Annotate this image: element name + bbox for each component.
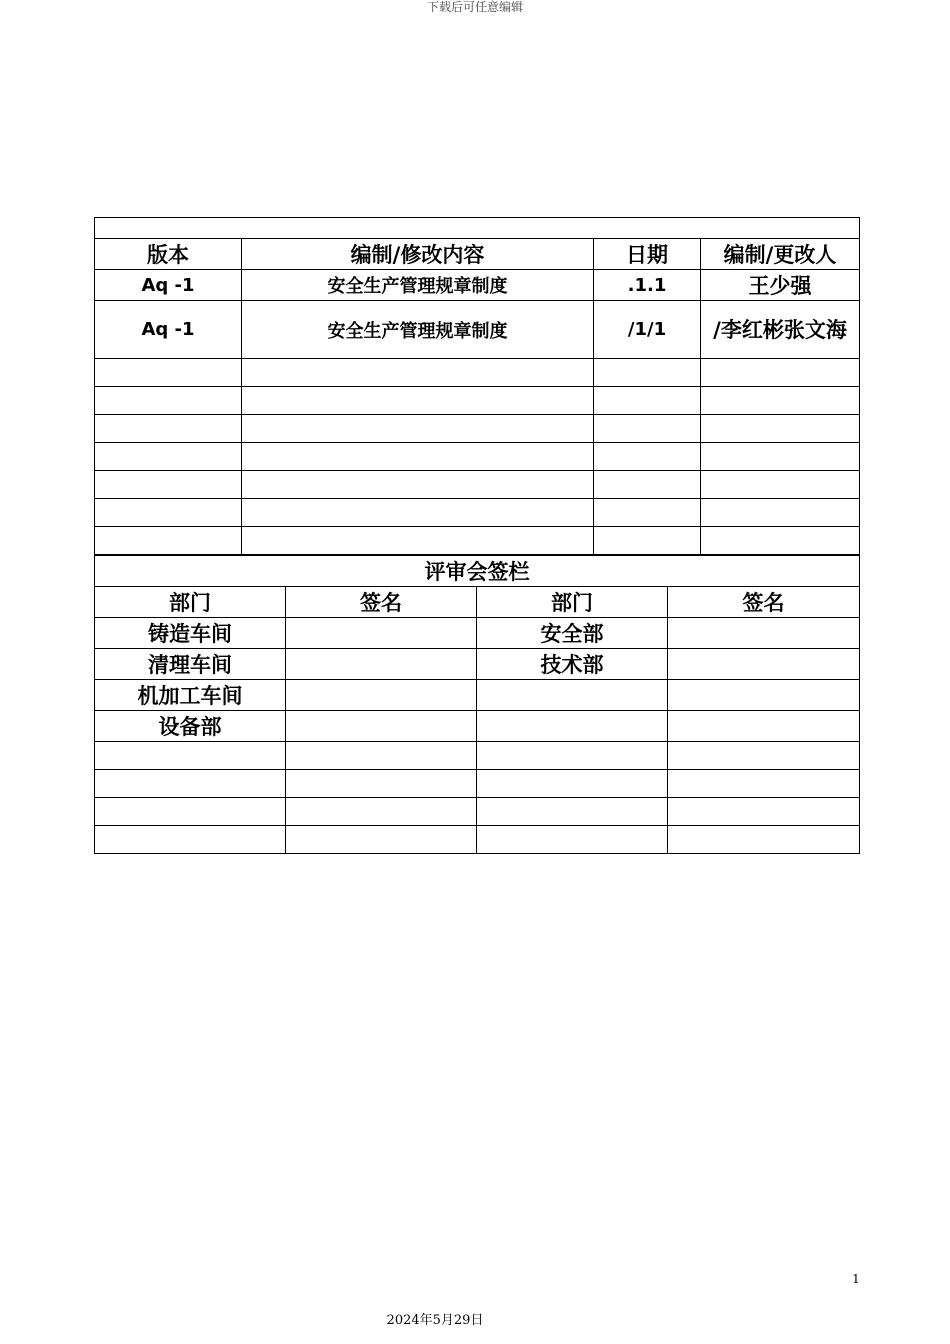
review-section-title: 评审会签栏 — [95, 556, 860, 587]
review-row — [95, 618, 860, 649]
table-row — [95, 301, 860, 359]
table-blank-top-row — [95, 218, 860, 239]
version-history-table — [94, 217, 860, 555]
table-row-empty — [95, 499, 860, 527]
department-cell — [477, 711, 668, 742]
footer-date: 2024年5月29日 — [386, 1313, 484, 1328]
department-cell: 设备部 — [95, 711, 286, 742]
page-number: 1 — [852, 1272, 860, 1286]
department-cell: 铸造车间 — [95, 618, 286, 649]
column-header-editor: 编制/更改人 — [701, 239, 860, 270]
department-cell: 清理车间 — [95, 649, 286, 680]
review-title-row — [95, 556, 860, 587]
version-cell: Aq -1 — [95, 270, 242, 301]
column-header-signature: 签名 — [286, 587, 477, 618]
content-cell: 安全生产管理规章制度 — [242, 270, 594, 301]
signature-cell — [286, 680, 477, 711]
review-header-row — [95, 587, 860, 618]
table-header-row — [95, 239, 860, 270]
content-cell: 安全生产管理规章制度 — [242, 301, 594, 359]
table-row-empty — [95, 471, 860, 499]
department-cell: 安全部 — [477, 618, 668, 649]
review-row-empty — [95, 826, 860, 854]
table-row-empty — [95, 527, 860, 555]
review-row — [95, 680, 860, 711]
editor-cell: /李红彬张文海 — [701, 301, 860, 359]
column-header-date: 日期 — [594, 239, 701, 270]
signature-cell — [668, 618, 860, 649]
table-row — [95, 270, 860, 301]
review-row-empty — [95, 742, 860, 770]
review-row-empty — [95, 770, 860, 798]
signature-cell — [668, 680, 860, 711]
column-header-content: 编制/修改内容 — [242, 239, 594, 270]
page-header-note: 下载后可任意编辑 — [426, 0, 523, 14]
version-cell: Aq -1 — [95, 301, 242, 359]
signature-cell — [668, 711, 860, 742]
signature-cell — [668, 649, 860, 680]
table-row-empty — [95, 415, 860, 443]
table-row-empty — [95, 387, 860, 415]
date-cell: /1/1 — [594, 301, 701, 359]
table-cell — [95, 218, 860, 239]
table-row-empty — [95, 359, 860, 387]
date-cell: .1.1 — [594, 270, 701, 301]
department-cell — [477, 680, 668, 711]
signature-cell — [286, 618, 477, 649]
review-row — [95, 711, 860, 742]
column-header-signature: 签名 — [668, 587, 860, 618]
column-header-department: 部门 — [95, 587, 286, 618]
department-cell: 机加工车间 — [95, 680, 286, 711]
review-row — [95, 649, 860, 680]
department-cell: 技术部 — [477, 649, 668, 680]
column-header-version: 版本 — [95, 239, 242, 270]
column-header-department: 部门 — [477, 587, 668, 618]
editor-cell: 王少强 — [701, 270, 860, 301]
signature-cell — [286, 649, 477, 680]
review-signoff-table — [94, 555, 860, 854]
table-row-empty — [95, 443, 860, 471]
signature-cell — [286, 711, 477, 742]
review-row-empty — [95, 798, 860, 826]
